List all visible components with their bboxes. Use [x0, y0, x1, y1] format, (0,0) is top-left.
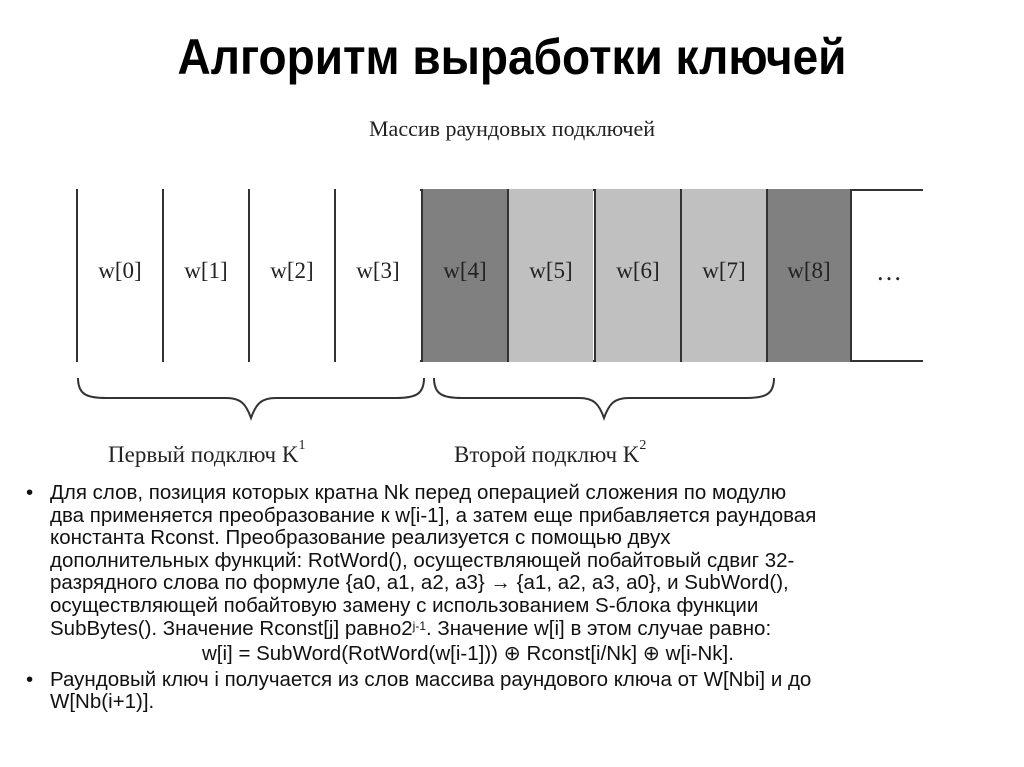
text-line: два применяется преобразование к w[i-1], а затем еще прибавляется раундовая: [50, 503, 817, 527]
array-cell-w2: [248, 189, 334, 362]
second-subkey-text: Второй подключ K: [454, 442, 640, 467]
bullet-item-round-key: [26, 669, 1001, 714]
array-ellipsis: …: [876, 257, 904, 286]
text-line: константа Rconst. Преобразование реализуется с помощью двух: [50, 526, 671, 550]
curly-brace-icon: [432, 376, 776, 426]
bullet-marker: •: [26, 481, 34, 504]
exponent: j-1: [412, 618, 426, 633]
cell-label: w[5]: [529, 257, 573, 283]
second-subkey-label: [454, 438, 647, 468]
cell-label: w[7]: [702, 257, 746, 283]
array-cell-w0: [76, 189, 162, 362]
first-subkey-label: [108, 438, 306, 468]
text-line: дополнительных функций: RotWord(), осуществляющей побайтовый сдвиг 32-: [50, 548, 795, 572]
cell-label: w[0]: [98, 257, 142, 283]
cell-label: w[3]: [356, 257, 400, 283]
text-line: осуществляющей побайтовую замену с использованием S-блока функции: [50, 593, 759, 617]
slide-title: Алгоритм выработки ключей: [177, 29, 847, 85]
cell-label: w[2]: [270, 257, 314, 283]
bullet-list: [26, 482, 1001, 714]
cell-label: w[6]: [616, 257, 660, 283]
formula: w[i] = SubWord(RotWord(w[i-1])) ⊕ Rconst[i/Nk] ⊕ w[i-Nk].: [202, 642, 734, 666]
text-line: разрядного слова по формуле {a0, a1, a2, a3} → {a1, a2, a3, a0}, и SubWord(),: [50, 571, 789, 595]
cell-label: w[8]: [787, 257, 831, 283]
array-caption: Массив раундовых подключей: [369, 116, 655, 141]
array-cell-w4: [421, 189, 507, 362]
second-subkey-superscript: 2: [639, 438, 647, 453]
text-span: SubBytes(). Значение Rconst[j] равно2: [50, 616, 413, 640]
text-line: Раундовый ключ i получается из слов массива раундового ключа от W[Nbi] и до: [50, 667, 812, 691]
array-cell-w8: [766, 189, 852, 362]
bullet-marker: •: [26, 667, 34, 691]
array-cell-w1: [162, 189, 248, 362]
array-cell-w3: [334, 189, 420, 362]
first-subkey-superscript: 1: [298, 438, 306, 453]
bullet-item-rconst: [26, 482, 1001, 666]
text-line: W[Nb(i+1)].: [50, 690, 155, 714]
text-span: . Значение w[i] в этом случае равно:: [426, 616, 772, 640]
curly-brace-icon: [76, 376, 426, 426]
text-line: Для слов, позиция которых кратна Nk перед операцией сложения по модулю: [50, 481, 787, 504]
array-cell-w6: [594, 189, 680, 362]
array-cell-w7: [680, 189, 766, 362]
cell-label: w[4]: [443, 257, 487, 283]
cell-label: w[1]: [184, 257, 228, 283]
first-subkey-text: Первый подключ K: [108, 442, 299, 467]
array-cell-w5: [507, 189, 593, 362]
text-line: [50, 618, 1001, 641]
